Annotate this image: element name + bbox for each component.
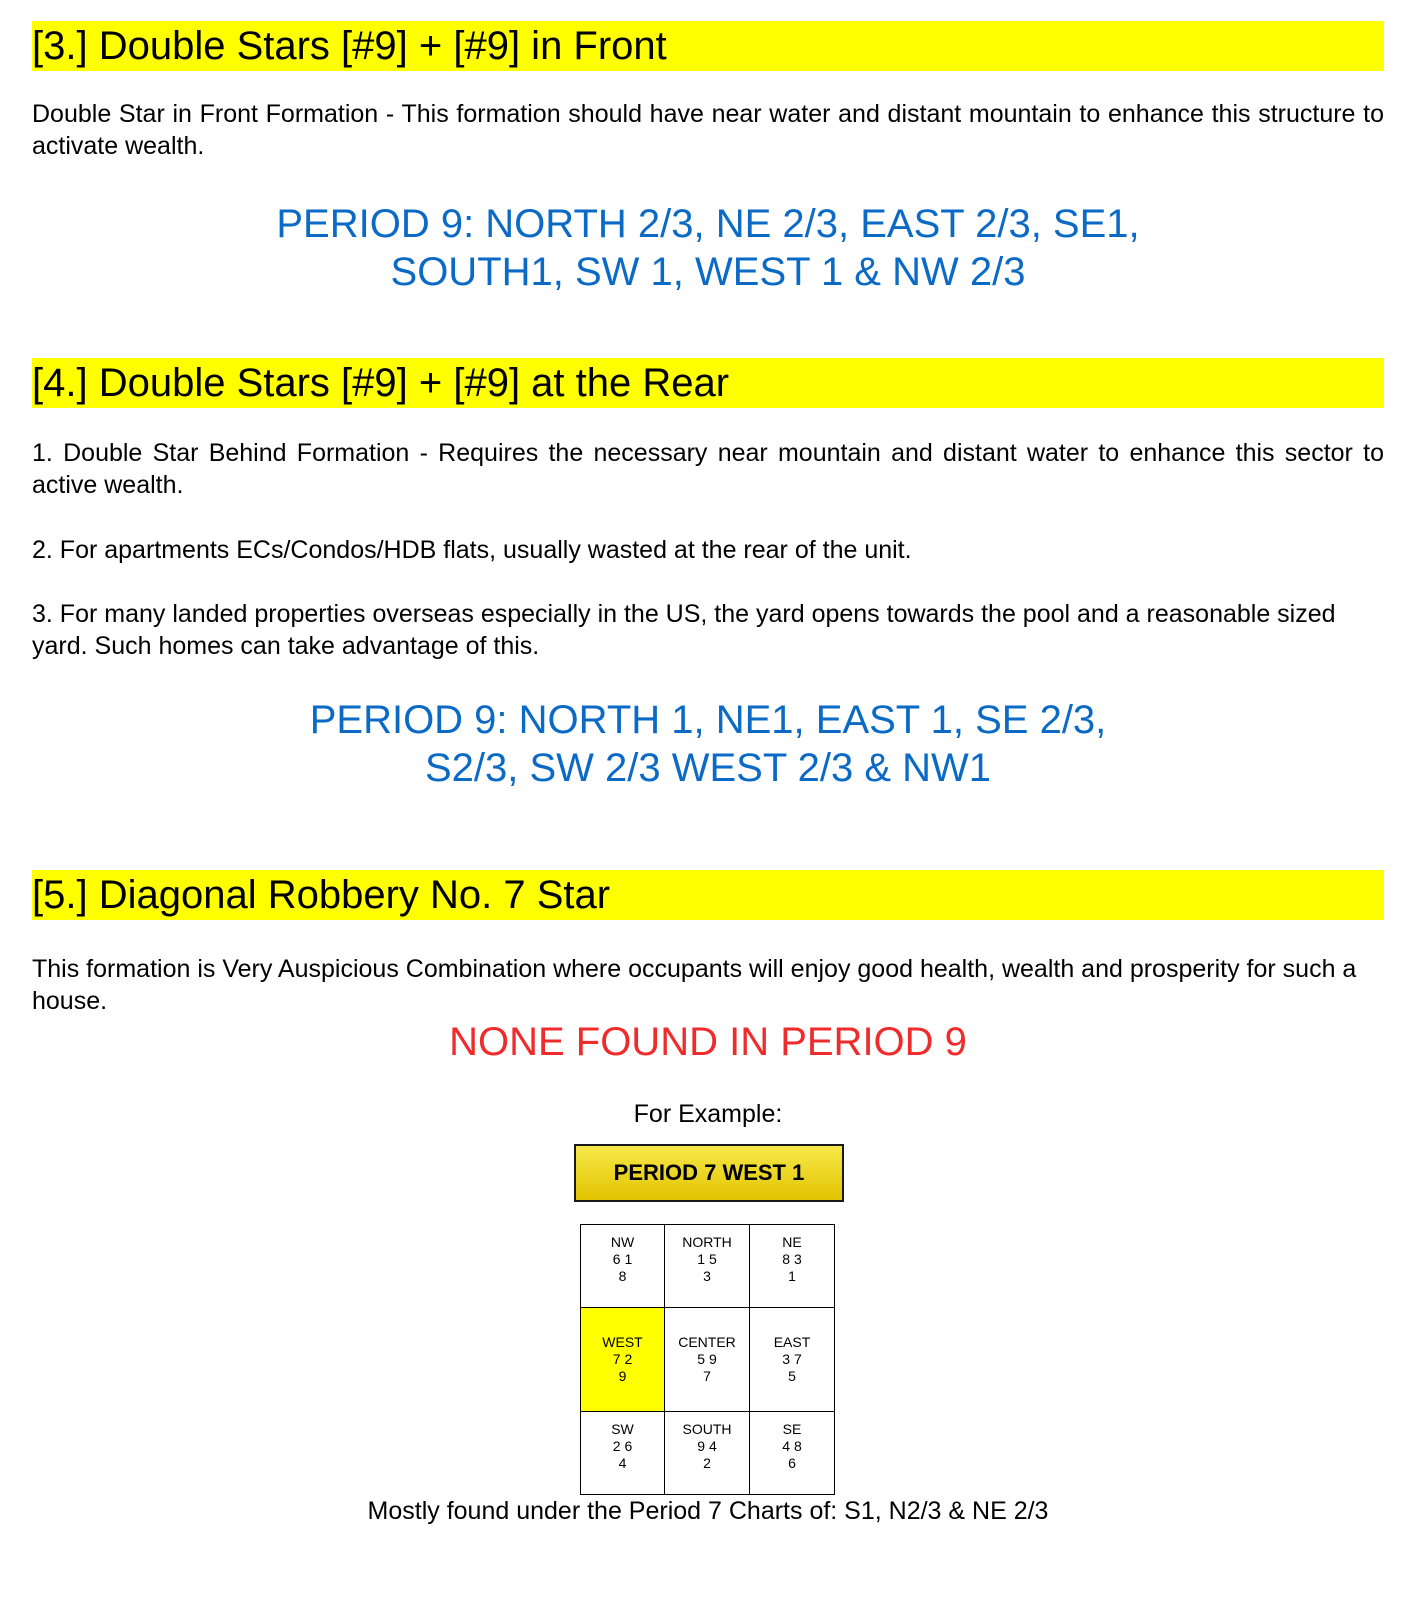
flying-star-grid bbox=[580, 1224, 835, 1495]
section-3-period-line-1: PERIOD 9: NORTH 2/3, NE 2/3, EAST 2/3, SE1, bbox=[276, 202, 1140, 246]
grid-cell-stars: 9 4 bbox=[697, 1438, 717, 1454]
section-4-period-line-2: S2/3, SW 2/3 WEST 2/3 & NW1 bbox=[424, 746, 992, 790]
grid-cell-label: SOUTH bbox=[682, 1421, 732, 1437]
section-4-point-1: 1. Double Star Behind Formation - Requires the necessary near mountain and distant water to enhance this sector to active wealth. bbox=[32, 439, 1384, 499]
grid-cell-label: NW bbox=[610, 1234, 635, 1250]
grid-cell-label: SE bbox=[782, 1421, 802, 1437]
grid-cell-base: 4 bbox=[618, 1455, 627, 1471]
grid-cell-west bbox=[581, 1308, 665, 1412]
section-4-period-line-1: PERIOD 9: NORTH 1, NE1, EAST 1, SE 2/3, bbox=[309, 698, 1107, 742]
section-5-heading: [5.] Diagonal Robbery No. 7 Star bbox=[32, 870, 1384, 920]
grid-cell-base: 5 bbox=[788, 1368, 796, 1384]
grid-cell-ne bbox=[750, 1225, 834, 1308]
grid-cell-stars: 1 5 bbox=[697, 1251, 717, 1267]
grid-cell-base: 9 bbox=[618, 1368, 627, 1384]
grid-cell-label: NE bbox=[782, 1234, 802, 1250]
section-3-period-line-2: SOUTH1, SW 1, WEST 1 & NW 2/3 bbox=[390, 250, 1026, 294]
grid-cell-base: 7 bbox=[703, 1368, 711, 1384]
none-found-notice: NONE FOUND IN PERIOD 9 bbox=[449, 1020, 967, 1064]
grid-cell-se bbox=[750, 1412, 834, 1494]
grid-cell-base: 3 bbox=[703, 1268, 711, 1284]
grid-cell-stars: 3 7 bbox=[782, 1351, 802, 1367]
grid-cell-base: 8 bbox=[618, 1268, 627, 1284]
grid-cell-base: 2 bbox=[703, 1455, 711, 1471]
grid-cell-north bbox=[665, 1225, 750, 1308]
example-label: For Example: bbox=[633, 1100, 783, 1128]
grid-cell-center bbox=[665, 1308, 750, 1412]
grid-cell-sw bbox=[581, 1412, 665, 1494]
grid-cell-stars: 6 1 bbox=[612, 1251, 633, 1267]
grid-cell-south bbox=[665, 1412, 750, 1494]
grid-cell-stars: 7 2 bbox=[612, 1351, 633, 1367]
section-4-point-3: 3. For many landed properties overseas especially in the US, the yard opens towards the pool and a reasonable sized yard. Such homes can take advantage of this. bbox=[32, 600, 1336, 660]
grid-cell-label: EAST bbox=[773, 1334, 811, 1350]
grid-cell-stars: 4 8 bbox=[782, 1438, 802, 1454]
footer-note: Mostly found under the Period 7 Charts of: S1, N2/3 & NE 2/3 bbox=[367, 1497, 1049, 1525]
section-5-paragraph: This formation is Very Auspicious Combination where occupants will enjoy good health, wealth and prosperity for such a house. bbox=[32, 955, 1357, 1015]
grid-cell-label: CENTER bbox=[678, 1334, 736, 1350]
chart-title-box: PERIOD 7 WEST 1 bbox=[574, 1144, 844, 1202]
grid-cell-stars: 2 6 bbox=[612, 1438, 633, 1454]
grid-cell-stars: 8 3 bbox=[782, 1251, 802, 1267]
grid-cell-nw bbox=[581, 1225, 665, 1308]
section-3-heading: [3.] Double Stars [#9] + [#9] in Front bbox=[32, 21, 1384, 71]
grid-cell-stars: 5 9 bbox=[697, 1351, 717, 1367]
grid-cell-label: NORTH bbox=[682, 1234, 732, 1250]
grid-cell-label: SW bbox=[611, 1421, 634, 1437]
grid-cell-base: 1 bbox=[788, 1268, 796, 1284]
section-3-paragraph: Double Star in Front Formation - This formation should have near water and distant mountain to enhance this structure to activate wealth. bbox=[32, 100, 1384, 160]
section-4-point-2: 2. For apartments ECs/Condos/HDB flats, usually wasted at the rear of the unit. bbox=[32, 536, 912, 564]
grid-cell-east bbox=[750, 1308, 834, 1412]
grid-cell-label: WEST bbox=[602, 1334, 643, 1350]
section-4-heading: [4.] Double Stars [#9] + [#9] at the Rear bbox=[32, 358, 1384, 408]
grid-cell-base: 6 bbox=[788, 1455, 796, 1471]
